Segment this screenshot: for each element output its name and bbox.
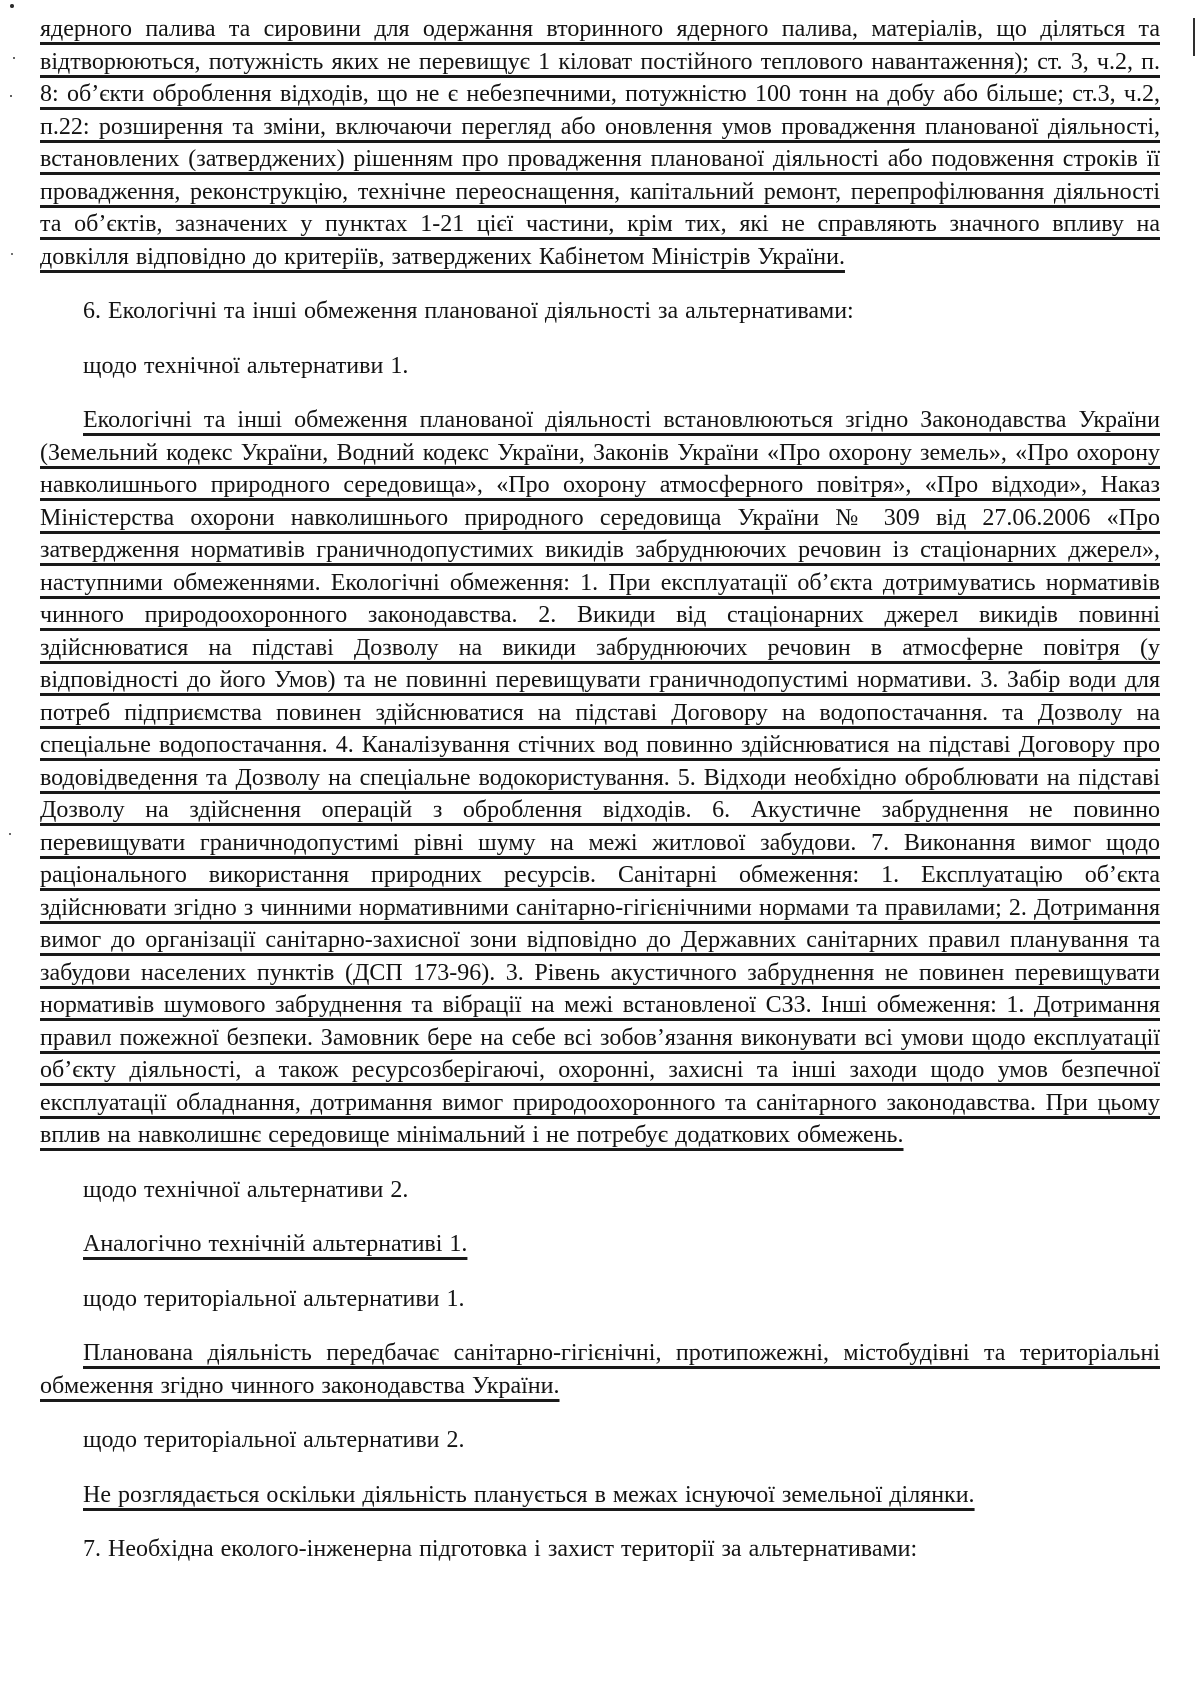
paragraph-legal-criteria-continuation: ядерного палива та сировини для одержання вторинного ядерного палива, матеріалів, що діляться та відтворюються, потужність яких не перевищує 1 кіловат постійного теплового навантаження); ст. 3, ч.2, п. 8: об’єкти оброблення відходів, що не є небезпечними, потужністю 100 тонн на добу або більше; ст.3, ч.2, п.22: розширення та зміни, включаючи перегляд або оновлення умов провадження планованої діяльності, встановлених (затверджених) рішенням про провадження планованої діяльності або подовження строків її провадження, реконструкцію, технічне переоснащення, капітальний ремонт, перепрофілювання діяльності та об’єктів, зазначених у пунктах 1-21 цієї частини, крім тих, які не справляють значного впливу на довкілля відповідно до критеріїв, затверджених Кабінетом Міністрів України. bbox=[40, 16, 1160, 270]
paragraph-technical-alternative-2-label: щодо технічної альтернативи 2. bbox=[83, 1176, 409, 1203]
paragraph-territorial-alternative-1-answer: Планована діяльність передбачає санітарно-гігієнічні, протипожежні, містобудівні та територіальні обмеження згідно чинного законодавства України. bbox=[40, 1340, 1160, 1399]
paragraph-ecological-restrictions-body: Екологічні та інші обмеження планованої діяльності встановлюються згідно Законодавства України (Земельний кодекс України, Водний кодекс України, Законів України «Про охорону земель», «Про охорону навколишнього природного середовища», «Про охорону атмосферного повітря», «Про відходи», Наказ Міністерства охорони навколишнього природного середовища України № 309 від 27.06.2006 «Про затвердження нормативів граничнодопустимих викидів забруднюючих речовин із стаціонарних джерел», наступними обмеженнями. Екологічні обмеження: 1. При експлуатації об’єкта дотримуватись нормативів чинного природоохоронного законодавства. 2. Викиди від стаціонарних джерел викидів повинні здійснюватися на підставі Дозволу на викиди забруднюючих речовин в атмосферне повітря (у відповідності до його Умов) та не повинні перевищувати граничнодопустимі нормативи. 3. Забір води для потреб підприємства повинен здійснюватися на підставі Договору на водопостачання. та Дозволу на спеціальне водопостачання. 4. Каналізування стічних вод повинно здійснюватися на підставі Договору про водовідведення та Дозволу на спеціальне водокористування. 5. Відходи необхідно оброблювати на підставі Дозволу на здійснення операцій з оброблення відходів. 6. Акустичне забруднення не повинно перевищувати граничнодопустимі рівні шуму на межі житлової забудови. 7. Виконання вимог щодо раціонального використання природних ресурсів. Санітарні обмеження: 1. Експлуатацію об’єкта здійснювати згідно з чинними нормативними санітарно-гігієнічними нормами та правилами; 2. Дотримання вимог до організації санітарно-захисної зони відповідно до Державних санітарних правил планування та забудови населених пунктів (ДСП 173-96). 3. Рівень акустичного забруднення не повинен перевищувати нормативів шумового забруднення та вібрації на межі встановленої СЗЗ. Інші обмеження: 1. Дотримання правил пожежної безпеки. Замовник бере на себе всі зобов’язання виконувати всі умови щодо експлуатації об’єкту діяльності, а також ресурсозберігаючі, охоронні, захисні та інші заходи щодо умов безпечної експлуатації обладнання, дотримання вимог природоохоронного та санітарного законодавства. При цьому вплив на навколишнє середовище мінімальний і не потребує додаткових обмежень. bbox=[40, 407, 1160, 1148]
paragraph-territorial-alternative-2-answer: Не розглядається оскільки діяльність планується в межах існуючої земельної ділянки. bbox=[83, 1481, 975, 1508]
paragraph-technical-alternative-2-answer: Аналогічно технічній альтернативі 1. bbox=[83, 1231, 468, 1257]
paragraph-territorial-alternative-2-label: щодо територіальної альтернативи 2. bbox=[83, 1427, 465, 1453]
paragraph-section-7-heading: 7. Необхідна еколого-інженерна підготовка і захист території за альтернативами: bbox=[83, 1536, 918, 1562]
scan-speckle-artifacts bbox=[10, 4, 14, 8]
paragraph-technical-alternative-1-label: щодо технічної альтернативи 1. bbox=[83, 352, 409, 379]
paragraph-territorial-alternative-1-label: щодо територіальної альтернативи 1. bbox=[83, 1285, 465, 1312]
paragraph-section-6-heading: 6. Екологічні та інші обмеження планованої діяльності за альтернативами: bbox=[83, 298, 854, 324]
scan-line-artifact bbox=[1193, 18, 1195, 56]
